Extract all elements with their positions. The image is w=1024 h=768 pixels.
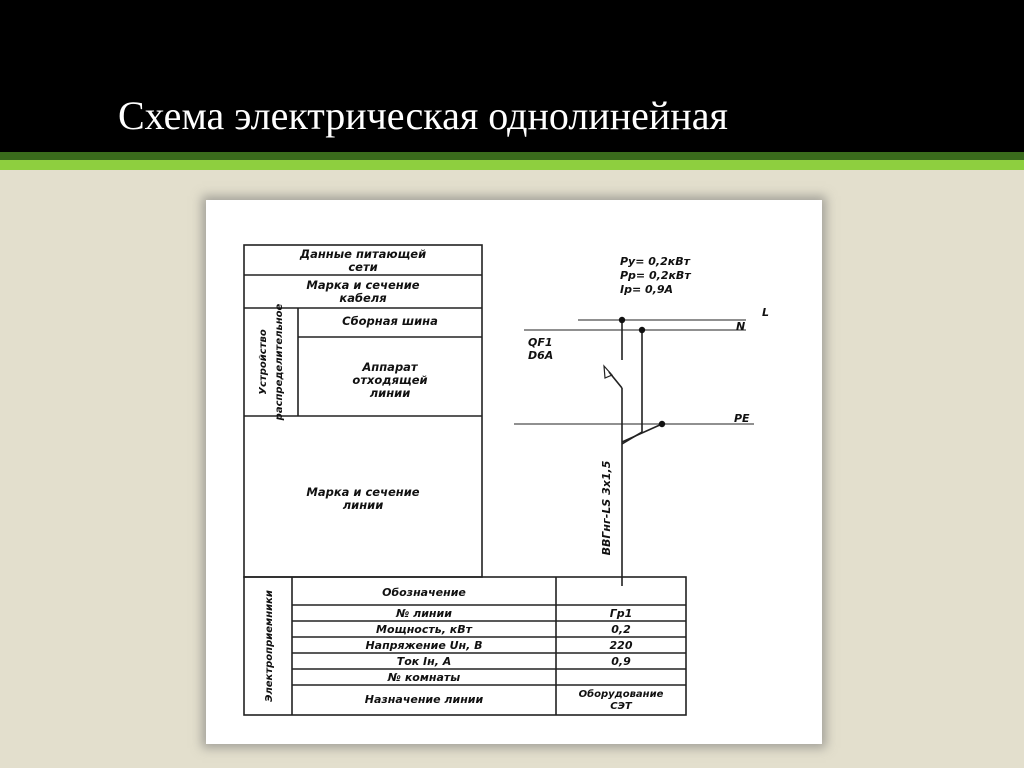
- param-text: Ip= 0,9А: [620, 283, 674, 296]
- bottom-row-value: СЭТ: [610, 701, 632, 712]
- left-row-text: Данные питающей: [299, 247, 427, 261]
- bottom-row-label: Обозначение: [382, 586, 466, 599]
- bottom-row-label: Мощность, кВт: [376, 623, 472, 636]
- bottom-row-value: Гр1: [609, 607, 633, 620]
- accent-stripe-light: [0, 160, 1024, 170]
- bus-label-l: L: [762, 306, 770, 319]
- group-label-switchgear: распределительное: [274, 303, 285, 421]
- junction-dot: [659, 421, 665, 427]
- schematic-frame: [206, 200, 822, 744]
- bus-label-pe: PE: [734, 412, 750, 425]
- bottom-row-label: Назначение линии: [364, 693, 484, 706]
- param-text: Py= 0,2кВт: [620, 255, 690, 268]
- breaker-switch-blade: [609, 372, 622, 388]
- junction-dot: [639, 327, 645, 333]
- left-row-text: линии: [369, 386, 411, 400]
- bottom-row-value: Оборудование: [578, 689, 664, 700]
- cable-label: ВВГнг-LS 3х1,5: [600, 460, 613, 556]
- left-row-text: кабеля: [339, 291, 387, 305]
- bottom-row-value: 0,2: [611, 623, 631, 636]
- junction-dot: [619, 317, 625, 323]
- left-row-text: Аппарат: [362, 360, 418, 374]
- breaker-label: D6A: [528, 349, 554, 362]
- left-row-text: отходящей: [352, 373, 428, 387]
- left-row-text: Сборная шина: [342, 314, 438, 328]
- left-row-text: Марка и сечение: [306, 485, 420, 499]
- bus-label-n: N: [736, 320, 746, 333]
- breaker-label: QF1: [528, 336, 553, 349]
- bottom-row-value: 220: [609, 639, 633, 652]
- slide-title: Схема электрическая однолинейная: [118, 93, 728, 138]
- left-row-text: Марка и сечение: [306, 278, 420, 292]
- bottom-row-label: Ток Iн, А: [396, 655, 452, 668]
- bottom-row-value: 0,9: [611, 655, 631, 668]
- bottom-row-label: № линии: [396, 607, 452, 620]
- bottom-row-label: Напряжение Uн, В: [365, 639, 483, 652]
- group-label-consumers: Электроприемники: [264, 590, 275, 702]
- group-label-switchgear: Устройство: [258, 329, 269, 395]
- single-line-schematic: [206, 200, 822, 744]
- bottom-row-label: № комнаты: [387, 671, 461, 684]
- breaker-contact: [604, 366, 612, 378]
- left-row-text: линии: [342, 498, 384, 512]
- param-text: Pp= 0,2кВт: [620, 269, 691, 282]
- left-row-text: сети: [348, 260, 378, 274]
- accent-stripe-dark: [0, 152, 1024, 160]
